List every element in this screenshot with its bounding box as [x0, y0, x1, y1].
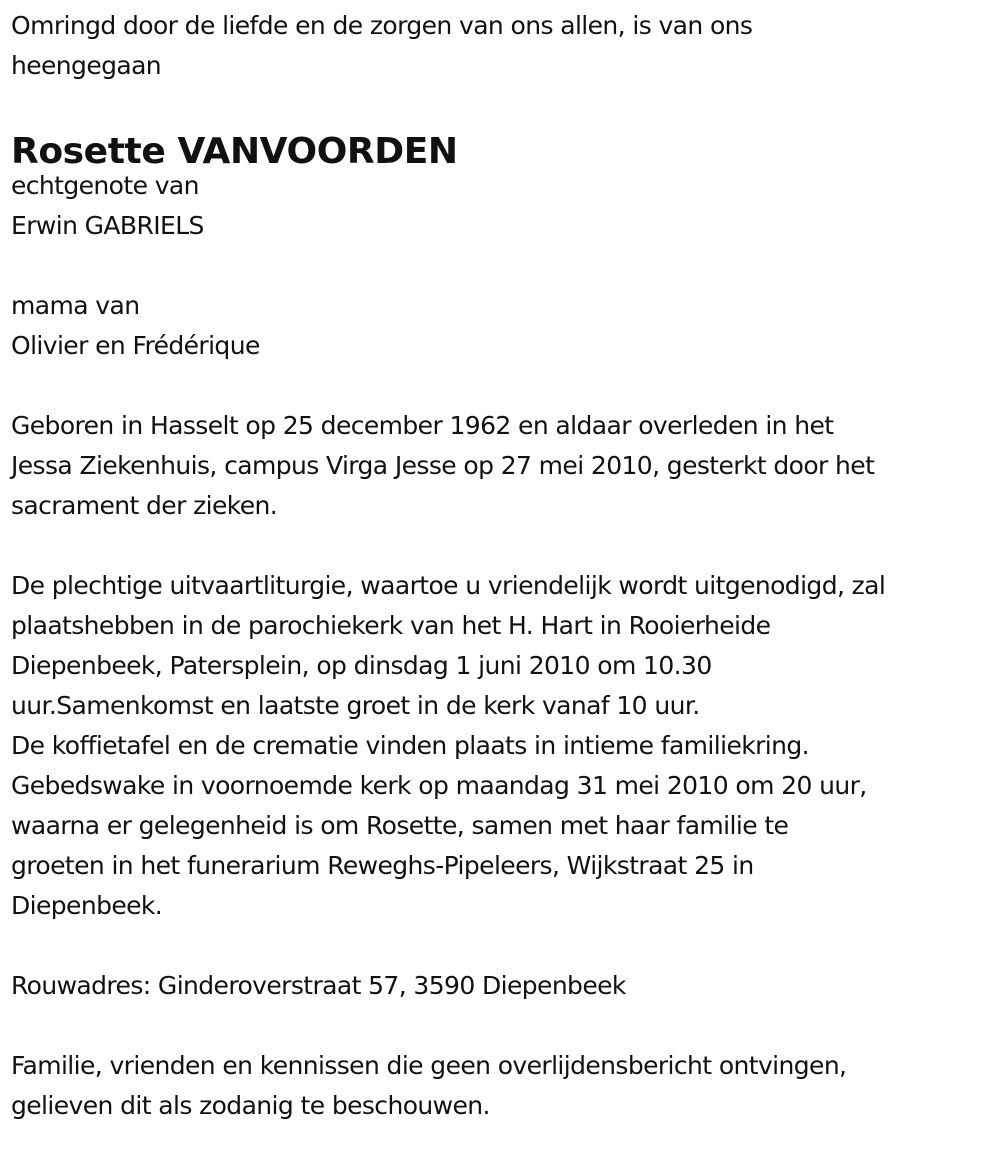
- obituary-notice: [11, 6, 996, 1126]
- children-names: Olivier en Frédérique: [11, 331, 260, 360]
- ceremony-line: plaatshebben in de parochiekerk van het H. Hart in Rooierheide: [11, 611, 771, 640]
- spacer: [11, 246, 996, 286]
- intro-line: Omringd door de liefde en de zorgen van ons allen, is van ons: [11, 11, 753, 40]
- closing-line: Familie, vrienden en kennissen die geen overlijdensbericht ontvingen,: [11, 1051, 847, 1080]
- ceremony-line: Diepenbeek, Patersplein, op dinsdag 1 juni 2010 om 10.30: [11, 651, 712, 680]
- ceremony-line: Diepenbeek.: [11, 891, 163, 920]
- intro-line: heengegaan: [11, 51, 162, 80]
- ceremony-paragraph: [11, 566, 996, 926]
- spacer: [11, 366, 996, 406]
- ceremony-line: De plechtige uitvaartliturgie, waartoe u vriendelijk wordt uitgenodigd, zal: [11, 571, 886, 600]
- birth-death-line: sacrament der zieken.: [11, 491, 278, 520]
- spouse-name: Erwin GABRIELS: [11, 211, 204, 240]
- ceremony-line: De koffietafel en de crematie vinden plaats in intieme familiekring.: [11, 731, 810, 760]
- spouse-label: echtgenote van: [11, 171, 199, 200]
- ceremony-line: groeten in het funerarium Reweghs-Pipeleers, Wijkstraat 25 in: [11, 851, 754, 880]
- ceremony-line: waarna er gelegenheid is om Rosette, samen met haar familie te: [11, 811, 789, 840]
- children-section: [11, 286, 996, 366]
- spacer: [11, 926, 996, 966]
- deceased-name: Rosette VANVOORDEN: [11, 131, 458, 172]
- ceremony-line: Gebedswake in voornoemde kerk op maandag 31 mei 2010 om 20 uur,: [11, 771, 867, 800]
- intro-paragraph: [11, 6, 996, 86]
- birth-death-paragraph: [11, 406, 996, 526]
- spouse-section: [11, 166, 996, 246]
- birth-death-line: Jessa Ziekenhuis, campus Virga Jesse op 27 mei 2010, gesterkt door het: [11, 451, 875, 480]
- ceremony-line: uur.Samenkomst en laatste groet in de kerk vanaf 10 uur.: [11, 691, 700, 720]
- spacer: [11, 1006, 996, 1046]
- birth-death-line: Geboren in Hasselt op 25 december 1962 en aldaar overleden in het: [11, 411, 834, 440]
- closing-paragraph: [11, 1046, 996, 1126]
- spacer: [11, 526, 996, 566]
- children-label: mama van: [11, 291, 140, 320]
- closing-line: gelieven dit als zodanig te beschouwen.: [11, 1091, 490, 1120]
- mourning-address: Rouwadres: Ginderoverstraat 57, 3590 Diepenbeek: [11, 971, 626, 1000]
